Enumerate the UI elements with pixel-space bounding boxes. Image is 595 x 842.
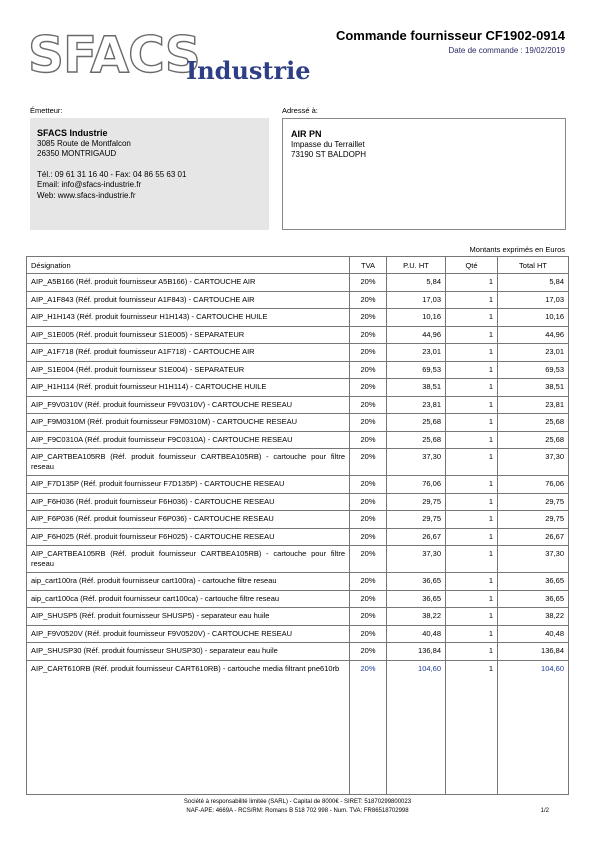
row-designation: aip_cart100ca (Réf. produit fournisseur cart100ca) - cartouche filtre reseau bbox=[27, 590, 350, 608]
row-tva: 20% bbox=[350, 643, 387, 661]
table-row bbox=[27, 590, 569, 608]
row-tva: 20% bbox=[350, 379, 387, 397]
row-quantity: 1 bbox=[446, 546, 498, 573]
row-designation: AIP_A5B166 (Réf. produit fournisseur A5B166) - CARTOUCHE AIR bbox=[27, 274, 350, 292]
row-designation: AIP_F7D135P (Réf. produit fournisseur F7D135P) - CARTOUCHE RESEAU bbox=[27, 476, 350, 494]
header-designation: Désignation bbox=[27, 257, 350, 274]
row-total: 36,65 bbox=[498, 590, 569, 608]
row-tva: 20% bbox=[350, 396, 387, 414]
table-row bbox=[27, 625, 569, 643]
row-unit-price: 25,68 bbox=[387, 414, 446, 432]
row-total: 69,53 bbox=[498, 361, 569, 379]
row-tva: 20% bbox=[350, 309, 387, 327]
row-quantity: 1 bbox=[446, 361, 498, 379]
row-quantity: 1 bbox=[446, 625, 498, 643]
recipient-address-line1: Impasse du Terraillet bbox=[291, 139, 365, 149]
row-tva: 20% bbox=[350, 590, 387, 608]
sender-address-line1: 3085 Route de Montfalcon bbox=[37, 138, 131, 148]
row-designation: AIP_S1E005 (Réf. produit fournisseur S1E005) - SEPARATEUR bbox=[27, 326, 350, 344]
row-unit-price: 36,65 bbox=[387, 573, 446, 591]
logo-mark: SFACS bbox=[28, 26, 200, 84]
row-tva: 20% bbox=[350, 528, 387, 546]
row-quantity: 1 bbox=[446, 493, 498, 511]
table-row bbox=[27, 573, 569, 591]
row-designation: AIP_A1F718 (Réf. produit fournisseur A1F718) - CARTOUCHE AIR bbox=[27, 344, 350, 362]
row-total: 10,16 bbox=[498, 309, 569, 327]
row-designation: aip_cart100ra (Réf. produit fournisseur cart100ra) - cartouche filtre reseau bbox=[27, 573, 350, 591]
logo-subtitle: Industrie bbox=[186, 56, 311, 85]
row-designation: AIP_S1E004 (Réf. produit fournisseur S1E004) - SEPARATEUR bbox=[27, 361, 350, 379]
table-row bbox=[27, 326, 569, 344]
row-total: 25,68 bbox=[498, 431, 569, 449]
row-unit-price: 37,30 bbox=[387, 449, 446, 476]
row-tva: 20% bbox=[350, 511, 387, 529]
row-quantity: 1 bbox=[446, 274, 498, 292]
row-total: 29,75 bbox=[498, 493, 569, 511]
row-quantity: 1 bbox=[446, 431, 498, 449]
row-unit-price: 36,65 bbox=[387, 590, 446, 608]
row-designation: AIP_SHUSP5 (Réf. produit fournisseur SHUSP5) - separateur eau huile bbox=[27, 608, 350, 626]
table-header-row bbox=[27, 257, 569, 274]
row-total: 23,81 bbox=[498, 396, 569, 414]
header-total: Total HT bbox=[498, 257, 569, 274]
table-row bbox=[27, 379, 569, 397]
table-row bbox=[27, 291, 569, 309]
row-total: 44,96 bbox=[498, 326, 569, 344]
order-lines-table bbox=[26, 256, 569, 795]
row-designation: AIP_F9C0310A (Réf. produit fournisseur F9C0310A) - CARTOUCHE RESEAU bbox=[27, 431, 350, 449]
row-quantity: 1 bbox=[446, 528, 498, 546]
row-unit-price: 37,30 bbox=[387, 546, 446, 573]
row-unit-price: 40,48 bbox=[387, 625, 446, 643]
row-tva: 20% bbox=[350, 431, 387, 449]
row-tva: 20% bbox=[350, 449, 387, 476]
row-total: 36,65 bbox=[498, 573, 569, 591]
table-row bbox=[27, 511, 569, 529]
row-designation: AIP_CARTBEA105RB (Réf. produit fournisseur CARTBEA105RB) - cartouche pour filtre reseau bbox=[27, 546, 350, 573]
table-row bbox=[27, 476, 569, 494]
recipient-label: Adressé à: bbox=[282, 106, 318, 115]
row-designation: AIP_F9M0310M (Réf. produit fournisseur F9M0310M) - CARTOUCHE RESEAU bbox=[27, 414, 350, 432]
row-total: 38,51 bbox=[498, 379, 569, 397]
table-row bbox=[27, 660, 569, 794]
page-number: 1/2 bbox=[540, 808, 549, 814]
table-row bbox=[27, 449, 569, 476]
row-total: 37,30 bbox=[498, 449, 569, 476]
row-tva: 20% bbox=[350, 344, 387, 362]
row-tva: 20% bbox=[350, 361, 387, 379]
row-quantity: 1 bbox=[446, 326, 498, 344]
row-unit-price: 25,68 bbox=[387, 431, 446, 449]
row-designation: AIP_H1H114 (Réf. produit fournisseur H1H114) - CARTOUCHE HUILE bbox=[27, 379, 350, 397]
sender-box bbox=[30, 118, 269, 230]
row-quantity: 1 bbox=[446, 291, 498, 309]
recipient-name: AIR PN bbox=[291, 129, 322, 139]
row-unit-price: 38,22 bbox=[387, 608, 446, 626]
row-designation: AIP_SHUSP30 (Réf. produit fournisseur SHUSP30) - separateur eau huile bbox=[27, 643, 350, 661]
row-designation: AIP_F6H036 (Réf. produit fournisseur F6H036) - CARTOUCHE RESEAU bbox=[27, 493, 350, 511]
row-total: 25,68 bbox=[498, 414, 569, 432]
recipient-address-line2: 73190 ST BALDOPH bbox=[291, 150, 367, 159]
row-unit-price: 26,67 bbox=[387, 528, 446, 546]
order-date: Date de commande : 19/02/2019 bbox=[448, 46, 565, 55]
row-total: 104,60 bbox=[498, 660, 569, 794]
table-row bbox=[27, 344, 569, 362]
row-tva: 20% bbox=[350, 326, 387, 344]
row-quantity: 1 bbox=[446, 573, 498, 591]
table-row bbox=[27, 361, 569, 379]
row-quantity: 1 bbox=[446, 660, 498, 794]
row-unit-price: 23,81 bbox=[387, 396, 446, 414]
row-designation: AIP_F6P036 (Réf. produit fournisseur F6P036) - CARTOUCHE RESEAU bbox=[27, 511, 350, 529]
table-row bbox=[27, 546, 569, 573]
row-unit-price: 136,84 bbox=[387, 643, 446, 661]
table-row bbox=[27, 414, 569, 432]
row-designation: AIP_F9V0520V (Réf. produit fournisseur F9V0520V) - CARTOUCHE RESEAU bbox=[27, 625, 350, 643]
row-quantity: 1 bbox=[446, 590, 498, 608]
row-quantity: 1 bbox=[446, 344, 498, 362]
row-unit-price: 76,06 bbox=[387, 476, 446, 494]
row-designation: AIP_H1H143 (Réf. produit fournisseur H1H143) - CARTOUCHE HUILE bbox=[27, 309, 350, 327]
row-tva: 20% bbox=[350, 414, 387, 432]
table-row bbox=[27, 643, 569, 661]
row-designation: AIP_CART610RB (Réf. produit fournisseur CART610RB) - cartouche media filtrant pne610rb bbox=[27, 660, 350, 794]
row-unit-price: 29,75 bbox=[387, 511, 446, 529]
table-row bbox=[27, 528, 569, 546]
sender-name: SFACS Industrie bbox=[37, 128, 108, 138]
row-quantity: 1 bbox=[446, 608, 498, 626]
row-tva: 20% bbox=[350, 573, 387, 591]
sender-phone: Tél.: 09 61 31 16 40 - Fax: 04 86 55 63 01 bbox=[37, 169, 187, 179]
row-unit-price: 69,53 bbox=[387, 361, 446, 379]
row-quantity: 1 bbox=[446, 396, 498, 414]
row-tva: 20% bbox=[350, 546, 387, 573]
sender-email: Email: info@sfacs-industrie.fr bbox=[37, 180, 142, 189]
row-quantity: 1 bbox=[446, 511, 498, 529]
row-unit-price: 104,60 bbox=[387, 660, 446, 794]
header-unit-price: P.U. HT bbox=[387, 257, 446, 274]
table-row bbox=[27, 493, 569, 511]
row-quantity: 1 bbox=[446, 309, 498, 327]
row-total: 29,75 bbox=[498, 511, 569, 529]
row-unit-price: 5,84 bbox=[387, 274, 446, 292]
row-tva: 20% bbox=[350, 291, 387, 309]
table-row bbox=[27, 274, 569, 292]
row-total: 76,06 bbox=[498, 476, 569, 494]
row-total: 5,84 bbox=[498, 274, 569, 292]
sender-address-line2: 26350 MONTRIGAUD bbox=[37, 149, 117, 158]
row-designation: AIP_A1F843 (Réf. produit fournisseur A1F843) - CARTOUCHE AIR bbox=[27, 291, 350, 309]
row-tva: 20% bbox=[350, 625, 387, 643]
row-quantity: 1 bbox=[446, 643, 498, 661]
row-unit-price: 10,16 bbox=[387, 309, 446, 327]
row-total: 17,03 bbox=[498, 291, 569, 309]
row-quantity: 1 bbox=[446, 449, 498, 476]
row-designation: AIP_F6H025 (Réf. produit fournisseur F6H025) - CARTOUCHE RESEAU bbox=[27, 528, 350, 546]
row-designation: AIP_CARTBEA105RB (Réf. produit fournisseur CARTBEA105RB) - cartouche pour filtre reseau bbox=[27, 449, 350, 476]
row-tva: 20% bbox=[350, 660, 387, 794]
row-unit-price: 29,75 bbox=[387, 493, 446, 511]
row-total: 37,30 bbox=[498, 546, 569, 573]
row-designation: AIP_F9V0310V (Réf. produit fournisseur F9V0310V) - CARTOUCHE RESEAU bbox=[27, 396, 350, 414]
table-row bbox=[27, 309, 569, 327]
company-logo bbox=[28, 28, 318, 86]
row-unit-price: 23,01 bbox=[387, 344, 446, 362]
row-total: 26,67 bbox=[498, 528, 569, 546]
row-tva: 20% bbox=[350, 476, 387, 494]
row-quantity: 1 bbox=[446, 414, 498, 432]
row-tva: 20% bbox=[350, 274, 387, 292]
document-title: Commande fournisseur CF1902-0914 bbox=[335, 28, 565, 43]
row-total: 38,22 bbox=[498, 608, 569, 626]
row-total: 40,48 bbox=[498, 625, 569, 643]
header-quantity: Qté bbox=[446, 257, 498, 274]
row-tva: 20% bbox=[350, 608, 387, 626]
sender-label: Émetteur: bbox=[30, 106, 63, 115]
header-tva: TVA bbox=[350, 257, 387, 274]
footer-legal-line1: Société à responsabilité limitée (SARL) - Capital de 8000€ - SIRET: 51870299800023 bbox=[183, 799, 412, 805]
table-row bbox=[27, 396, 569, 414]
footer-legal-line2: NAF-APE: 4669A - RCS/RM: Romans B 518 702 998 - Num. TVA: FR86518702998 bbox=[186, 808, 409, 814]
row-tva: 20% bbox=[350, 493, 387, 511]
row-quantity: 1 bbox=[446, 379, 498, 397]
sender-web: Web: www.sfacs-industrie.fr bbox=[37, 190, 136, 200]
row-unit-price: 17,03 bbox=[387, 291, 446, 309]
row-unit-price: 44,96 bbox=[387, 326, 446, 344]
currency-note: Montants exprimés en Euros bbox=[469, 245, 565, 254]
table-row bbox=[27, 608, 569, 626]
recipient-box bbox=[282, 118, 566, 230]
row-quantity: 1 bbox=[446, 476, 498, 494]
row-unit-price: 38,51 bbox=[387, 379, 446, 397]
table-row bbox=[27, 431, 569, 449]
row-total: 136,84 bbox=[498, 643, 569, 661]
row-total: 23,01 bbox=[498, 344, 569, 362]
